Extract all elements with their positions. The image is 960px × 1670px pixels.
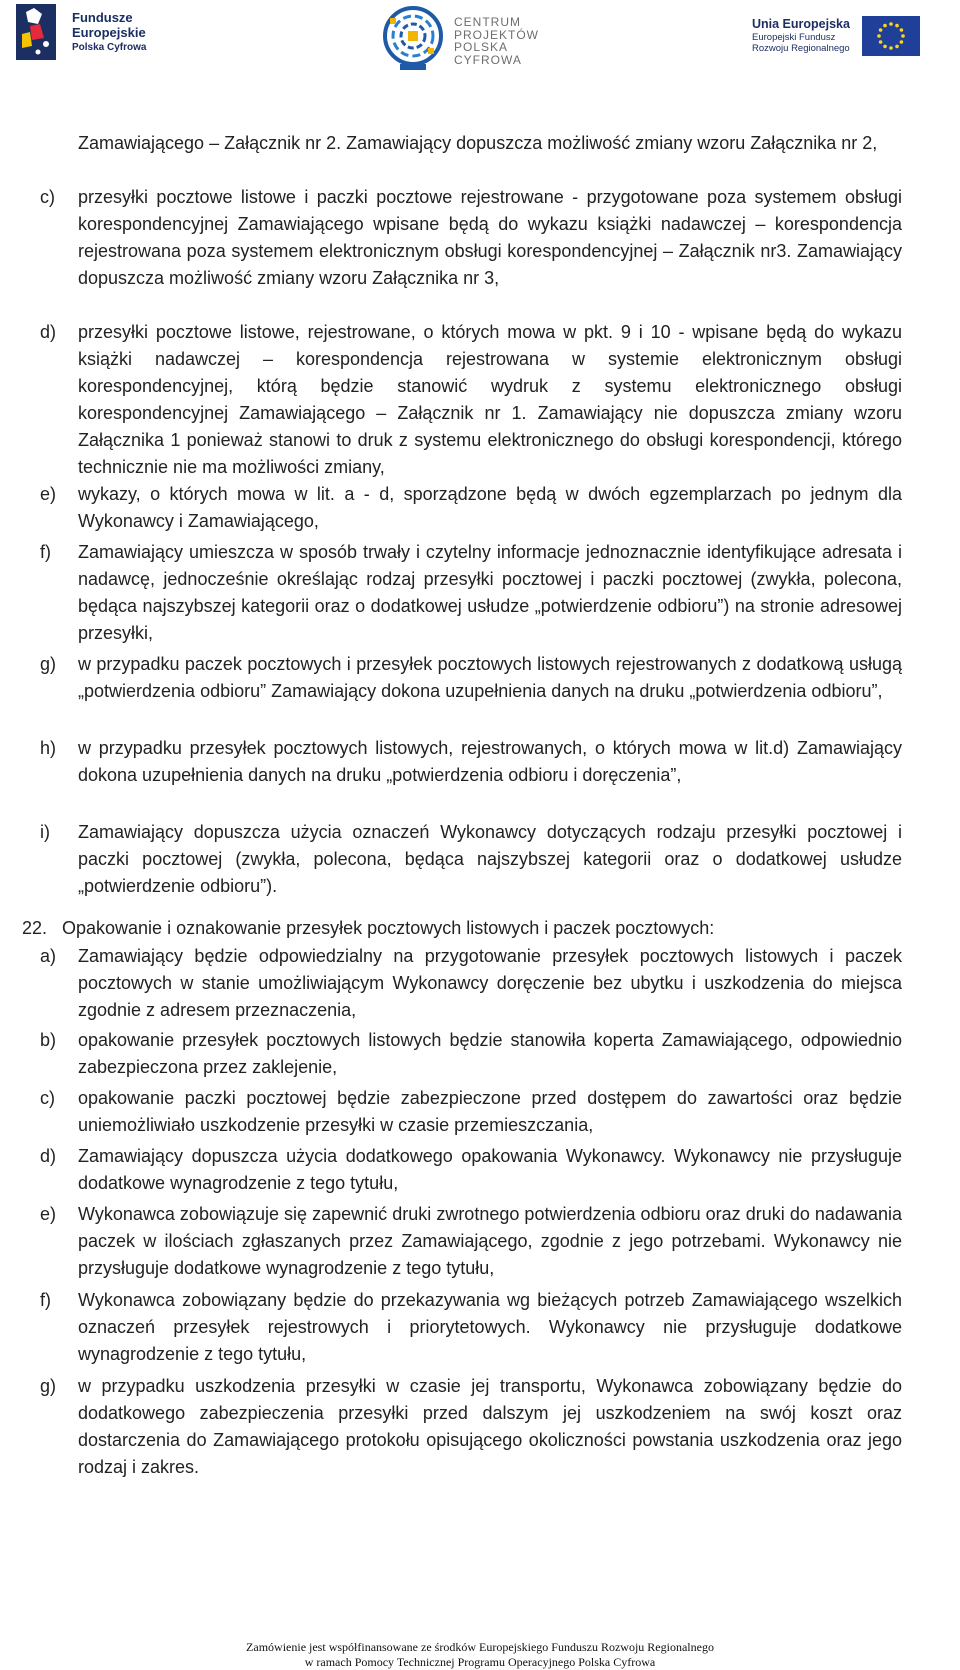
unia-europejska-logo [752, 14, 952, 62]
logo-center-line4: CYFROWA [454, 52, 522, 67]
list-text: w przypadku paczek pocztowych i przesyłek pocztowych listowych rejestrowanych z dodatkową usługą „potwierdzenia odbioru” Zamawiający dokona uzupełnienia danych na druku „potwierdzenia odbioru”, [78, 654, 902, 701]
list-label: c) [40, 187, 55, 207]
list-text: w przypadku uszkodzenia przesyłki w czasie jej transportu, Wykonawca zobowiązany będzie do dodatkowego zabezpieczenia przesyłki przed dalszym jej uszkodzeniem na swój koszt oraz dostarczenia do Zamawiającego protokołu opisującego okoliczności powstania uszkodzenia oraz jego rodzaj i zakres. [78, 1376, 902, 1477]
cpp-maze-emblem-icon [382, 4, 444, 72]
section-number: 22. [22, 918, 48, 938]
logo-right-title: Unia Europejska [752, 17, 850, 31]
list-label: f) [40, 542, 51, 562]
list-text: Zamawiający będzie odpowiedzialny na przygotowanie przesyłek pocztowych listowych i paczek pocztowych w stanie umożliwiającym Wykonawcy doręczenie bez ubytku i uszkodzenia do miejsca zgodnie z adresem przeznaczenia, [78, 946, 902, 1020]
list-label: b) [40, 1030, 57, 1050]
logo-left-line2: Europejskie [72, 25, 146, 40]
list-text: przesyłki pocztowe listowe, rejestrowane, o których mowa w pkt. 9 i 10 - wpisane będą do wykazu książki nadawczej – korespondencja rejestrowana w systemie elektronicznym obsługi korespondencyjnej, którą będzie stanowić wydruk z systemu elektronicznego obsługi korespondencyjnej Zamawiającego – Załącznik nr 1. Zamawiający nie dopuszcza zmiany wzoru Załącznika 1 ponieważ stanowi to druk z systemu elektronicznego do obsługi korespondencji, którego technicznie nie ma możliwości zmiany, [78, 322, 902, 477]
list-label: i) [40, 822, 50, 842]
footer-line1: Zamówienie jest współfinansowane ze środków Europejskiego Funduszu Rozwoju Regionalnego [246, 1640, 714, 1654]
page-header [0, 0, 960, 80]
fundusze-europejskie-logo [14, 4, 174, 60]
list-text: opakowanie przesyłek pocztowych listowych będzie stanowiła koperta Zamawiającego, odpowiednio zabezpieczona przez zaklejenie, [78, 1030, 902, 1077]
list-label: d) [40, 1146, 57, 1166]
list-text: wykazy, o których mowa w lit. a - d, sporządzone będą w dwóch egzemplarzach po jednym dla Wykonawcy i Zamawiającego, [78, 484, 902, 531]
logo-center-line1: CENTRUM [454, 15, 521, 29]
list-label: e) [40, 484, 57, 504]
page-footer [0, 1640, 960, 1670]
eu-flag-icon [862, 16, 920, 56]
list-label: h) [40, 738, 57, 758]
list-label: g) [40, 1376, 57, 1396]
list-label: a) [40, 946, 57, 966]
logo-right-sub1: Europejski Fundusz [752, 32, 836, 43]
logo-right-sub2: Rozwoju Regionalnego [752, 43, 850, 54]
section-title: Opakowanie i oznakowanie przesyłek pocztowych listowych i paczek pocztowych: [62, 918, 715, 938]
fundusze-europejskie-emblem-icon [16, 4, 62, 60]
logo-center-line2: PROJEKTÓW [454, 27, 540, 42]
list-text: opakowanie paczki pocztowej będzie zabezpieczone przed dostępem do zawartości oraz będzie uniemożliwiało uszkodzenie przesyłki w czasie przemieszczania, [78, 1088, 902, 1135]
list-label: e) [40, 1204, 57, 1224]
list-text: przesyłki pocztowe listowe i paczki pocztowe rejestrowane - przygotowane poza systemem obsługi korespondencyjnej Zamawiającego wpisane będą do wykazu książki nadawczej – korespondencja rejestrowana poza systemem elektronicznym obsługi korespondencyjnej – Załącznik nr3. Zamawiający dopuszcza możliwość zmiany wzoru Załącznika nr 3, [78, 187, 902, 288]
logo-left-line3: Polska Cyfrowa [72, 42, 147, 53]
list-text: w przypadku przesyłek pocztowych listowych, rejestrowanych, o których mowa w lit.d) Zamawiający dokona uzupełnienia danych na druku „potwierdzenia odbioru i doręczenia”, [78, 738, 902, 785]
intro-paragraph: Zamawiającego – Załącznik nr 2. Zamawiający dopuszcza możliwość zmiany wzoru Załącznika nr 2, [78, 133, 878, 153]
list-text: Zamawiający umieszcza w sposób trwały i czytelny informacje jednoznacznie identyfikujące adresata i nadawcę, jednocześnie określając rodzaj przesyłki pocztowej i paczki pocztowej (zwykła, polecona, będąca najszybszej kategorii oraz o dodatkowej usłudze „potwierdzenie odbioru”) na stronie adresowej przesyłki, [78, 542, 902, 643]
footer-line2: w ramach Pomocy Technicznej Programu Operacyjnego Polska Cyfrowa [304, 1655, 656, 1669]
list-text: Wykonawca zobowiązany będzie do przekazywania wg bieżących potrzeb Zamawiającego wszelkich oznaczeń przesyłek rejestrowych i priorytetowych. Wykonawcy nie przysługuje dodatkowe wynagrodzenie z tego tytułu, [78, 1290, 902, 1364]
list-label: f) [40, 1290, 51, 1310]
list-label: d) [40, 322, 57, 342]
logo-left-line1: Fundusze [72, 10, 133, 25]
list-label: g) [40, 654, 57, 674]
list-text: Zamawiający dopuszcza użycia oznaczeń Wykonawcy dotyczących rodzaju przesyłki pocztowej i paczki pocztowej (zwykła, polecona, będąca najszybszej kategorii oraz o dodatkowej usłudze „potwierdzenie odbioru”). [78, 822, 902, 896]
list-label: c) [40, 1088, 55, 1108]
list-text: Zamawiający dopuszcza użycia dodatkowego opakowania Wykonawcy. Wykonawcy nie przysługuje dodatkowe wynagrodzenie z tego tytułu, [78, 1146, 902, 1193]
centrum-projektow-logo [382, 4, 552, 72]
list-text: Wykonawca zobowiązuje się zapewnić druki zwrotnego potwierdzenia odbioru oraz druki do nadawania paczek w ilościach zgłaszanych przez Zamawiającego, zgodnie z jego potrzebami. Wykonawcy nie przysługuje dodatkowe wynagrodzenie z tego tytułu, [78, 1204, 902, 1278]
logo-center-line3: POLSKA [454, 40, 509, 54]
